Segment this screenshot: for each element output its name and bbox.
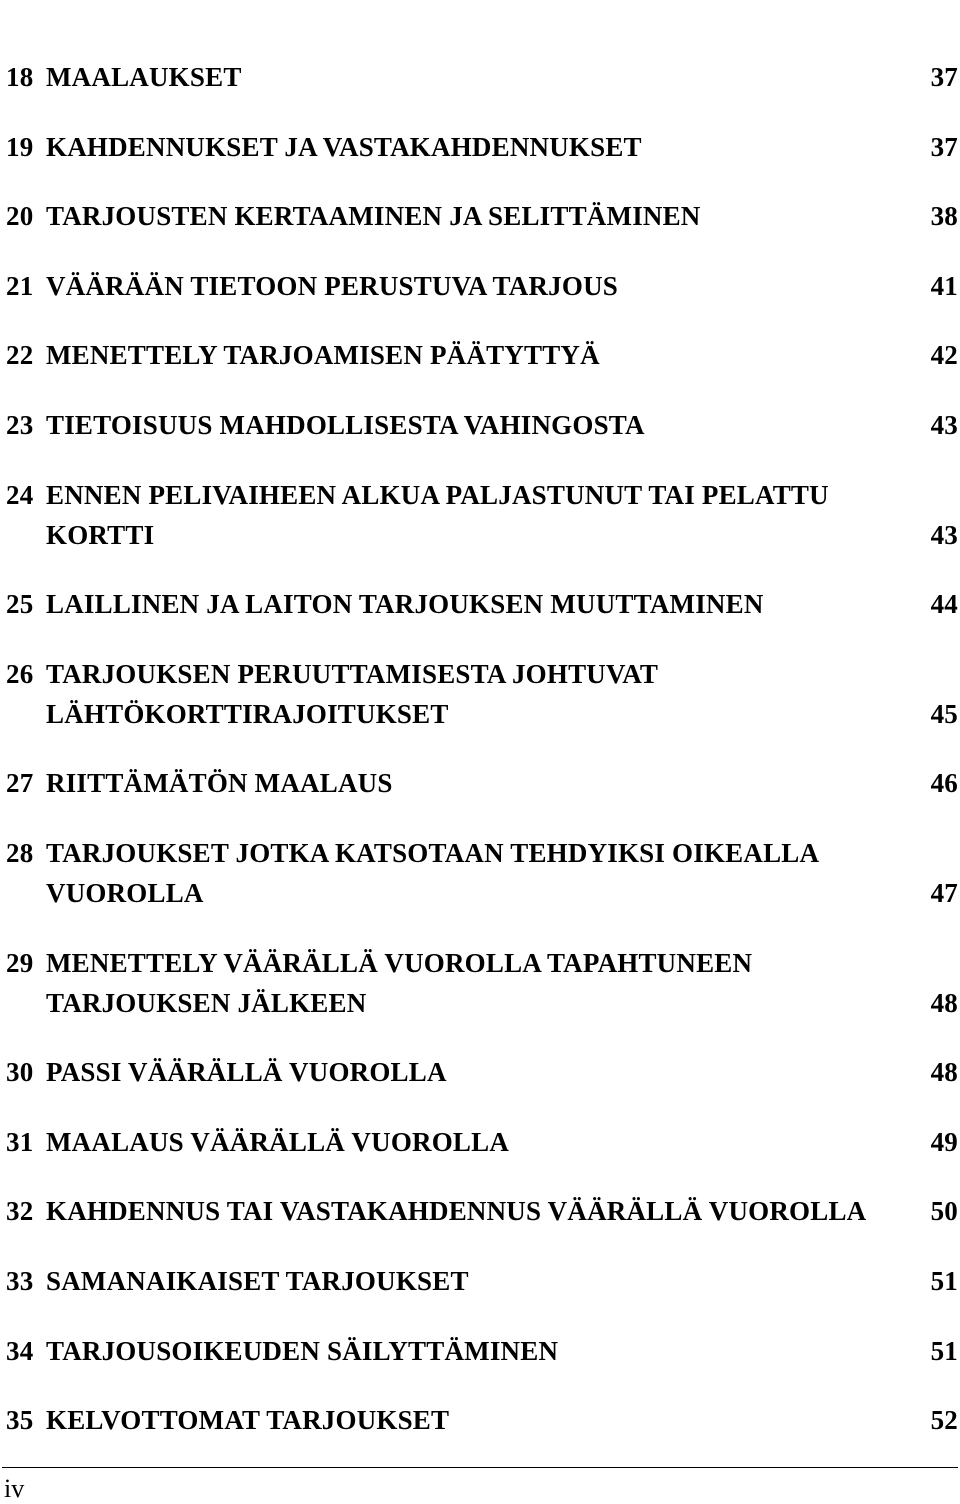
- toc-entry-number: 30: [6, 1057, 34, 1088]
- toc-entry-number: 25: [6, 589, 34, 620]
- toc-entry-title: RIITTÄMÄTÖN MAALAUS: [46, 768, 393, 799]
- toc-entry-line: [6, 588, 958, 620]
- toc-entry-page: 43: [930, 519, 958, 550]
- toc-entry-title: KORTTI: [46, 519, 155, 550]
- toc-entry-page: 50: [930, 1196, 958, 1227]
- toc-entry-line: [6, 1404, 958, 1436]
- toc-entry-page: 42: [930, 340, 958, 371]
- toc-entry-title: SAMANAIKAISET TARJOUKSET: [46, 1266, 469, 1296]
- toc-entry-page: 48: [930, 1057, 958, 1088]
- toc-entry-title: TARJOUKSEN JÄLKEEN: [46, 987, 367, 1018]
- toc-entry-title: KAHDENNUKSET JA VASTAKAHDENNUKSET: [46, 131, 642, 162]
- toc-entry-page: 49: [930, 1126, 958, 1157]
- toc-entry-line: [6, 479, 958, 511]
- toc-entry-number: 24: [6, 479, 34, 510]
- toc-entry-line: [6, 767, 958, 799]
- toc-entry-page: 51: [930, 1266, 958, 1296]
- toc-entry-page: 43: [930, 410, 958, 440]
- toc-entry-page: 37: [930, 62, 958, 92]
- toc-entry-title: VÄÄRÄÄN TIETOON PERUSTUVA TARJOUS: [46, 270, 618, 301]
- toc-entry-line: [6, 877, 958, 909]
- toc-entry-number: 26: [6, 658, 34, 689]
- toc-entry-number: 23: [6, 410, 34, 440]
- toc-entry-page: 48: [930, 987, 958, 1018]
- toc-entry-line: [6, 987, 958, 1019]
- toc-entry-number: 35: [6, 1405, 34, 1436]
- toc-entry-title: MENETTELY VÄÄRÄLLÄ VUOROLLA TAPAHTUNEEN: [46, 947, 753, 978]
- toc-entry-title: MAALAUKSET: [46, 62, 242, 92]
- toc-entry-line: [6, 698, 958, 730]
- toc-entry-title: TARJOUSTEN KERTAAMINEN JA SELITTÄMINEN: [46, 201, 701, 232]
- toc-entry-line: [6, 658, 958, 690]
- toc-entry-number: 20: [6, 201, 34, 232]
- toc-entry-line: [6, 61, 958, 93]
- toc-entry-title: MAALAUS VÄÄRÄLLÄ VUOROLLA: [46, 1126, 510, 1157]
- toc-entry-line: [6, 339, 958, 371]
- toc-entry-line: [6, 1195, 958, 1227]
- toc-entry-number: 29: [6, 947, 34, 978]
- toc-entry-number: 28: [6, 838, 34, 868]
- footer-rule: [2, 1467, 958, 1468]
- toc-entry-line: [6, 1126, 958, 1158]
- toc-entry-number: 19: [6, 131, 34, 162]
- toc-entry-title: ENNEN PELIVAIHEEN ALKUA PALJASTUNUT TAI PELATTU: [46, 479, 829, 510]
- toc-entry-line: [6, 131, 958, 163]
- toc-entry-title: KELVOTTOMAT TARJOUKSET: [46, 1405, 450, 1436]
- toc-entry-page: 38: [930, 201, 958, 232]
- footer-page-number: iv: [4, 1474, 25, 1503]
- toc-entry-number: 18: [6, 62, 34, 92]
- toc-entry-number: 21: [6, 270, 34, 301]
- toc-entry-number: 27: [6, 768, 34, 799]
- toc-entry-number: 22: [6, 340, 34, 371]
- toc-entry-page: 45: [930, 698, 958, 729]
- toc-entry-title: LÄHTÖKORTTIRAJOITUKSET: [46, 698, 449, 729]
- toc-entry-title: TARJOUKSET JOTKA KATSOTAAN TEHDYIKSI OIKEALLA: [46, 838, 820, 868]
- toc-entry-page: 44: [930, 589, 958, 620]
- toc-entry-line: [6, 947, 958, 979]
- toc-entry-title: VUOROLLA: [46, 878, 204, 908]
- toc-entry-line: [6, 409, 958, 441]
- toc-entry-title: TARJOUSOIKEUDEN SÄILYTTÄMINEN: [46, 1335, 559, 1366]
- toc-entry-page: 52: [930, 1405, 958, 1436]
- toc-entry-title: TIETOISUUS MAHDOLLISESTA VAHINGOSTA: [46, 410, 645, 440]
- toc-entry-number: 31: [6, 1126, 34, 1157]
- toc-entry-page: 46: [930, 768, 958, 799]
- toc-entry-page: 41: [930, 270, 958, 301]
- toc-entry-line: [6, 837, 958, 869]
- toc-entry-line: [6, 1335, 958, 1367]
- toc-entry-number: 32: [6, 1196, 34, 1227]
- toc-entry-page: 47: [930, 878, 958, 908]
- toc-entry-line: [6, 270, 958, 302]
- toc-entry-title: TARJOUKSEN PERUUTTAMISESTA JOHTUVAT: [46, 658, 659, 689]
- toc-entry-page: 51: [930, 1335, 958, 1366]
- toc-entry-number: 33: [6, 1266, 34, 1296]
- toc-entry-page: 37: [930, 131, 958, 162]
- toc-entry-number: 34: [6, 1335, 34, 1366]
- toc-entry-line: [6, 1056, 958, 1088]
- toc-entry-title: KAHDENNUS TAI VASTAKAHDENNUS VÄÄRÄLLÄ VUOROLLA: [46, 1196, 867, 1227]
- toc-entry-title: LAILLINEN JA LAITON TARJOUKSEN MUUTTAMINEN: [46, 589, 764, 620]
- toc-entry-title: MENETTELY TARJOAMISEN PÄÄTYTTYÄ: [46, 340, 600, 371]
- toc-entry-line: [6, 200, 958, 232]
- toc-entry-title: PASSI VÄÄRÄLLÄ VUOROLLA: [46, 1057, 447, 1088]
- toc-entry-line: [6, 519, 958, 551]
- toc-entry-line: [6, 1265, 958, 1297]
